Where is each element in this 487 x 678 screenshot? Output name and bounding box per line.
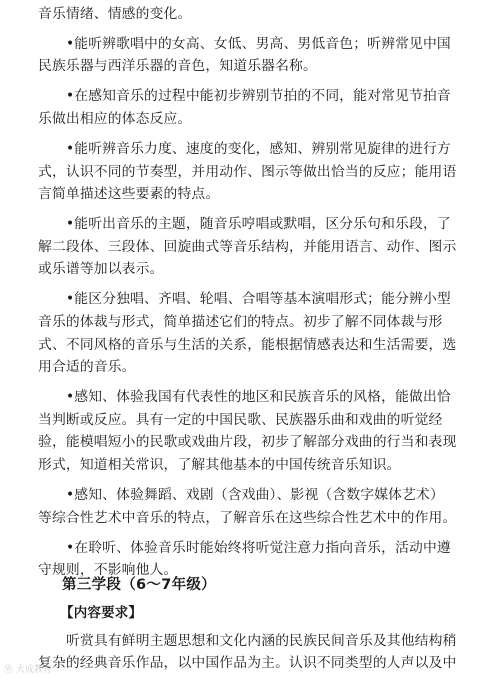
text-line-19: 形式，知道相关常识，了解其他基本的中国传统音乐知识。: [38, 457, 401, 473]
text-line-6: •能听辨音乐力度、速度的变化，感知、辨别常见旋律的进行方: [66, 141, 451, 157]
text-line-12: •能区分独唱、齐唱、轮唱、合唱等基本演唱形式；能分辨小型: [66, 291, 451, 307]
section-heading: 第三学段（6～7年级）: [62, 577, 216, 593]
text-line-17: 当判断或反应。具有一定的中国民歌、民族器乐曲和戏曲的听觉经: [38, 412, 443, 428]
text-line-14: 式、不同风格的音乐与生活的关系，能根据情感表达和生活需要，选: [38, 337, 457, 353]
text-line-22: •在聆听、体验音乐时能始终将听觉注意力指向音乐，活动中遵: [66, 540, 451, 556]
text-line-1: 音乐情绪、情感的变化。: [38, 6, 192, 22]
text-line-16: •感知、体验我国有代表性的地区和民族音乐的风格，能做出恰: [66, 389, 451, 405]
text-line-18: 验，能模唱短小的民歌或戏曲片段，初步了解部分戏曲的行当和表现: [38, 434, 457, 450]
text-line-3: 民族乐器与西洋乐器的音色，知道乐器名称。: [38, 58, 317, 74]
tail-line-1: 听赏具有鲜明主题思想和文化内涵的民族民间音乐及其他结构稍: [66, 633, 457, 649]
text-line-7: 式，认识不同的节奏型，并用动作、图示等做出恰当的反应；能用语: [38, 164, 457, 180]
text-line-2: •能听辨歌唱中的女高、女低、男高、男低音色；听辨常见中国: [66, 36, 451, 52]
text-line-8: 言简单描述这些要素的特点。: [38, 186, 220, 202]
text-line-10: 解二段体、三段体、回旋曲式等音乐结构，并能用语言、动作、图示: [38, 239, 457, 255]
text-line-20: •感知、体验舞蹈、戏剧（含戏曲）、影视（含数字媒体艺术）: [66, 487, 444, 503]
text-line-11: 或乐谱等加以表示。: [38, 261, 164, 277]
text-line-5: 乐做出相应的体态反应。: [38, 111, 192, 127]
text-line-23: 守规则，不影响他人。: [38, 562, 178, 578]
text-line-21: 等综合性艺术中音乐的特点，了解音乐在这些综合性艺术中的作用。: [38, 510, 457, 526]
text-line-4: •在感知音乐的过程中能初步辨别节拍的不同，能对常见节拍音: [66, 88, 451, 104]
tail-line-2: 复杂的经典音乐作品，以中国作品为主。认识不同类型的人声以及中: [38, 655, 457, 671]
content-requirements-heading: 【内容要求】: [60, 605, 143, 621]
text-line-15: 用合适的音乐。: [38, 359, 136, 375]
text-line-13: 音乐的体裁与形式，简单描述它们的特点。初步了解不同体裁与形: [38, 314, 443, 330]
watermark-logo: Ⓦ 大成教育: [4, 665, 52, 675]
text-line-9: •能听出音乐的主题，随音乐哼唱或默唱，区分乐句和乐段，了: [66, 216, 451, 232]
